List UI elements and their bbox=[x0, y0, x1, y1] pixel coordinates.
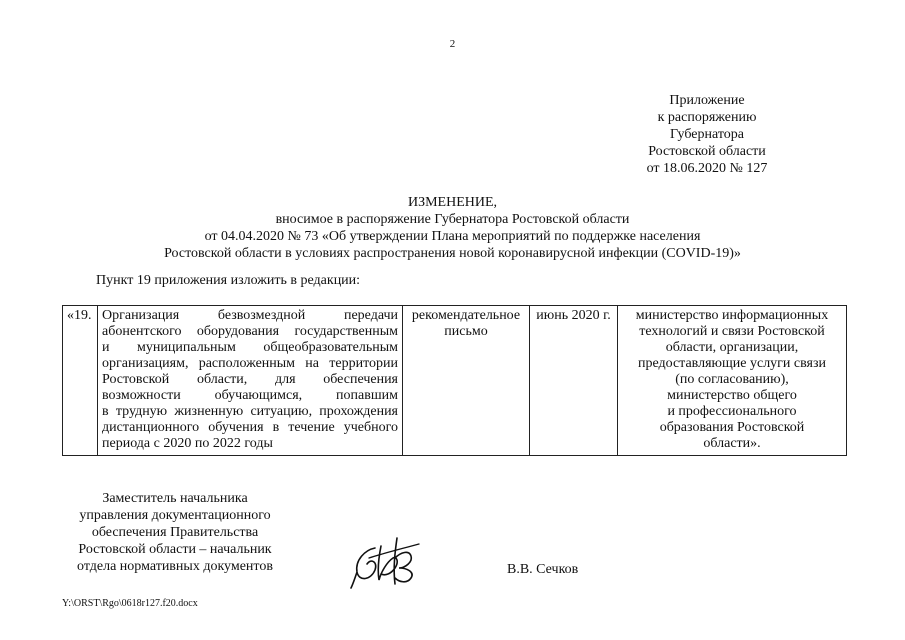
signer-position bbox=[40, 490, 310, 575]
executors-cell bbox=[618, 306, 847, 456]
description-line: Организация безвозмездной передачи bbox=[102, 308, 398, 323]
executor-line: министерство информационных bbox=[635, 308, 829, 323]
title-heading: ИЗМЕНЕНИЕ, bbox=[407, 195, 498, 210]
signer-position-line: управления документационного bbox=[79, 508, 271, 523]
description-line: Ростовской области, для обеспечения bbox=[102, 372, 398, 387]
deadline-cell bbox=[530, 306, 618, 456]
title-line: Ростовской области в условиях распространения новой коронавирусной инфекции (COVID-19)» bbox=[164, 246, 741, 261]
appendix-header bbox=[607, 92, 807, 177]
description-line: дистанционного обучения в течение учебного bbox=[102, 420, 398, 435]
document-type-line: письмо bbox=[444, 324, 488, 339]
document-type-cell bbox=[403, 306, 530, 456]
executor-line: области, организации, bbox=[665, 340, 799, 355]
intro-text: Пункт 19 приложения изложить в редакции: bbox=[96, 273, 361, 288]
description-cell bbox=[98, 306, 403, 456]
executor-line: технологий и связи Ростовской bbox=[639, 324, 825, 339]
description-line: возможности обучающимся, попавшим bbox=[102, 388, 398, 403]
amendment-table bbox=[62, 305, 847, 456]
table-row bbox=[63, 306, 847, 456]
signer-position-line: отдела нормативных документов bbox=[77, 559, 273, 574]
description-line: в трудную жизненную ситуацию, прохождения bbox=[102, 404, 398, 419]
description-line: организациям, расположенным на территории bbox=[102, 356, 398, 371]
item-number: «19. bbox=[67, 308, 92, 323]
document-type-line: рекомендательное bbox=[411, 308, 521, 323]
appendix-line: Приложение bbox=[669, 93, 745, 108]
title-line: вносимое в распоряжение Губернатора Ростовской области bbox=[275, 212, 630, 227]
executor-line: области». bbox=[703, 436, 761, 451]
description-line: абонентского оборудования государственным bbox=[102, 324, 398, 339]
signer-position-line: Заместитель начальника bbox=[102, 491, 248, 506]
page-number: 2 bbox=[449, 38, 456, 50]
signer-position-line: обеспечения Правительства bbox=[91, 525, 259, 540]
signer-position-line: Ростовской области – начальник bbox=[78, 542, 272, 557]
document-title bbox=[0, 194, 905, 262]
appendix-line: Губернатора bbox=[669, 127, 745, 142]
executor-line: образования Ростовской bbox=[659, 420, 805, 435]
executor-line: министерство общего bbox=[667, 388, 797, 403]
signer-name: В.В. Сечков bbox=[507, 562, 579, 577]
item-number-cell bbox=[63, 306, 98, 456]
appendix-line: к распоряжению bbox=[657, 110, 757, 125]
executor-line: предоставляющие услуги связи bbox=[637, 356, 827, 371]
description-line: и муниципальным общеобразовательным bbox=[102, 340, 398, 355]
executor-line: (по согласованию), bbox=[675, 372, 789, 387]
deadline: июнь 2020 г. bbox=[536, 308, 611, 323]
title-line: от 04.04.2020 № 73 «Об утверждении Плана мероприятий по поддержке населения bbox=[204, 229, 701, 244]
appendix-line: Ростовской области bbox=[648, 144, 766, 159]
handwritten-signature bbox=[345, 528, 425, 590]
executor-line: и профессионального bbox=[667, 404, 797, 419]
appendix-line: от 18.06.2020 № 127 bbox=[646, 161, 768, 176]
file-path: Y:\ORST\Rgo\0618r127.f20.docx bbox=[62, 598, 198, 609]
description-line: периода с 2020 по 2022 годы bbox=[102, 436, 273, 451]
